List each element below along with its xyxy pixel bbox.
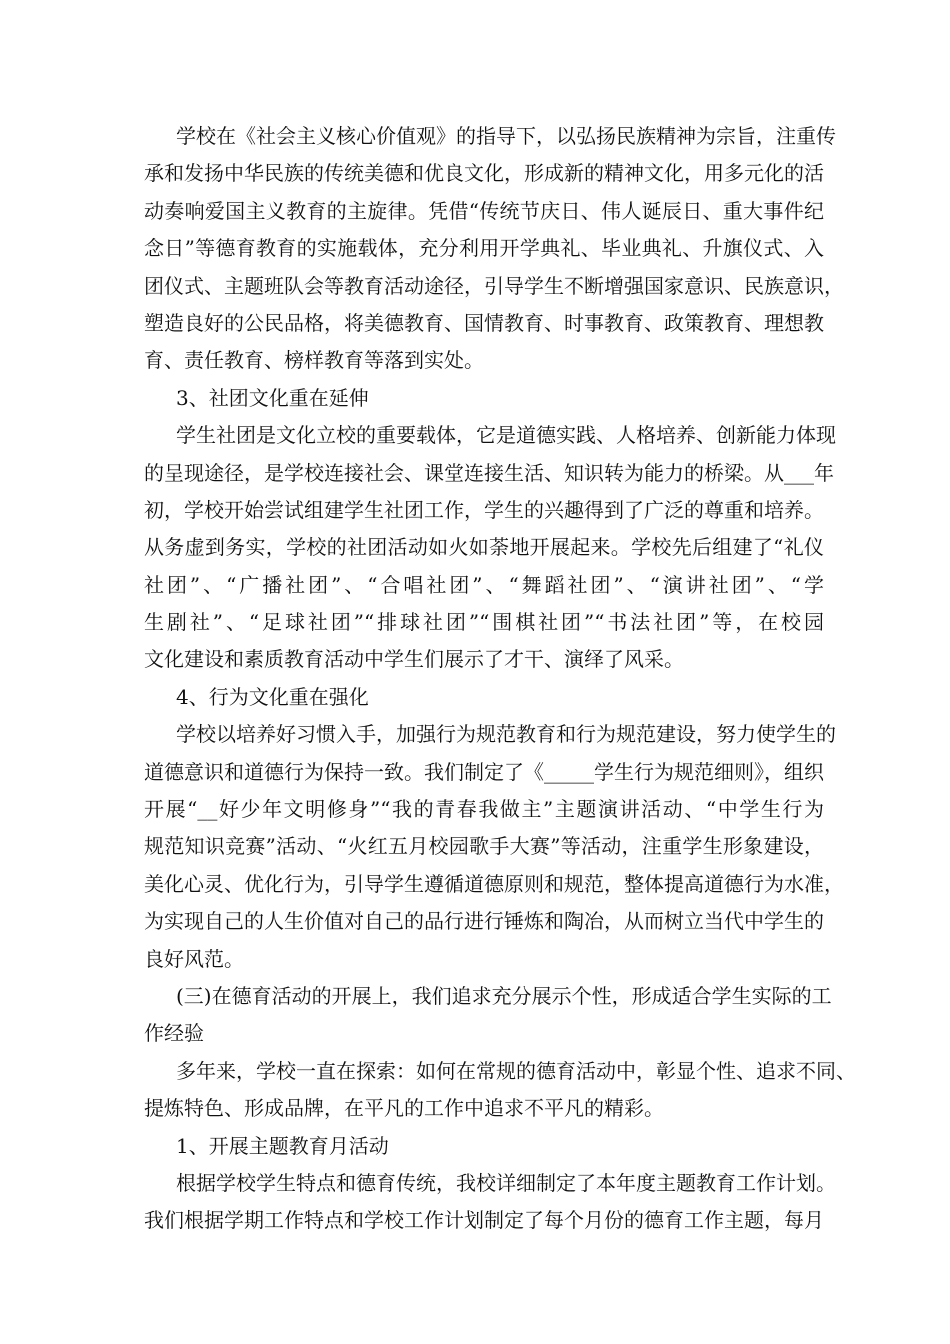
text-line: 团仪式、主题班队会等教育活动途径，引导学生不断增强国家意识、民族意识，: [144, 273, 844, 298]
text-line: 规范知识竞赛”活动、“火红五月校园歌手大赛”等活动，注重学生形象建设，: [144, 834, 824, 859]
section-heading: (三)在德育活动的开展上，我们追求充分展示个性，形成适合学生实际的工: [176, 983, 832, 1008]
text-line: 文化建设和素质教育活动中学生们展示了才干、演绎了风采。: [144, 647, 684, 672]
text-line: 提炼特色、形成品牌，在平凡的工作中追求不平凡的精彩。: [144, 1096, 664, 1121]
text-line: 承和发扬中华民族的传统美德和优良文化，形成新的精神文化，用多元化的活: [144, 161, 824, 186]
text-line: 学校在《社会主义核心价值观》的指导下，以弘扬民族精神为宗旨，注重传: [176, 124, 836, 148]
section-heading: 1、开展主题教育月活动: [176, 1133, 389, 1158]
text-line: 多年来，学校一直在探索：如何在常规的德育活动中，彰显个性、追求不同、: [176, 1058, 856, 1083]
text-line: 开展“__好少年文明修身”“我的青春我做主”主题演讲活动、“中学生行为: [144, 797, 824, 822]
text-line: 作经验: [144, 1021, 204, 1046]
section-heading: 3、社团文化重在延伸: [176, 385, 369, 410]
text-line: 念日”等德育教育的实施载体，充分利用开学典礼、毕业典礼、升旗仪式、入: [144, 236, 824, 261]
text-line: 从务虚到务实，学校的社团活动如火如荼地开展起来。学校先后组建了“礼仪: [144, 535, 824, 560]
document-body: [144, 118, 856, 1240]
text-line: 良好风范。: [144, 946, 244, 971]
text-line: 塑造良好的公民品格，将美德教育、国情教育、时事教育、政策教育、理想教: [144, 310, 824, 335]
text-line: 育、责任教育、榜样教育等落到实处。: [144, 348, 484, 373]
text-line: 学校以培养好习惯入手，加强行为规范教育和行为规范建设，努力使学生的: [176, 722, 836, 747]
text-line: 社团”、“广播社团”、“合唱社团”、“舞蹈社团”、“演讲社团”、“学: [144, 572, 824, 597]
text-line: 美化心灵、优化行为，引导学生遵循道德原则和规范，整体提高道德行为水准，: [144, 871, 844, 896]
text-line: 我们根据学期工作特点和学校工作计划制定了每个月份的德育工作主题，每月: [144, 1208, 824, 1233]
text-line: 初，学校开始尝试组建学生社团工作，学生的兴趣得到了广泛的尊重和培养。: [144, 497, 824, 522]
text-line: 动奏响爱国主义教育的主旋律。凭借“传统节庆日、伟人诞辰日、重大事件纪: [144, 198, 824, 223]
text-line: 道德意识和道德行为保持一致。我们制定了《_____学生行为规范细则》，组织: [144, 759, 824, 784]
text-line: 为实现自己的人生价值对自己的品行进行锤炼和陶冶，从而树立当代中学生的: [144, 909, 824, 934]
text-line: 根据学校学生特点和德育传统，我校详细制定了本年度主题教育工作计划。: [176, 1170, 836, 1195]
section-heading: 4、行为文化重在强化: [176, 684, 369, 709]
text-line: 生剧社”、“足球社团”“排球社团”“围棋社团”“书法社团”等，在校园: [144, 610, 824, 635]
text-line: 学生社团是文化立校的重要载体，它是道德实践、人格培养、创新能力体现: [176, 423, 836, 448]
text-line: 的呈现途径，是学校连接社会、课堂连接生活、知识转为能力的桥梁。从___年: [144, 460, 834, 485]
